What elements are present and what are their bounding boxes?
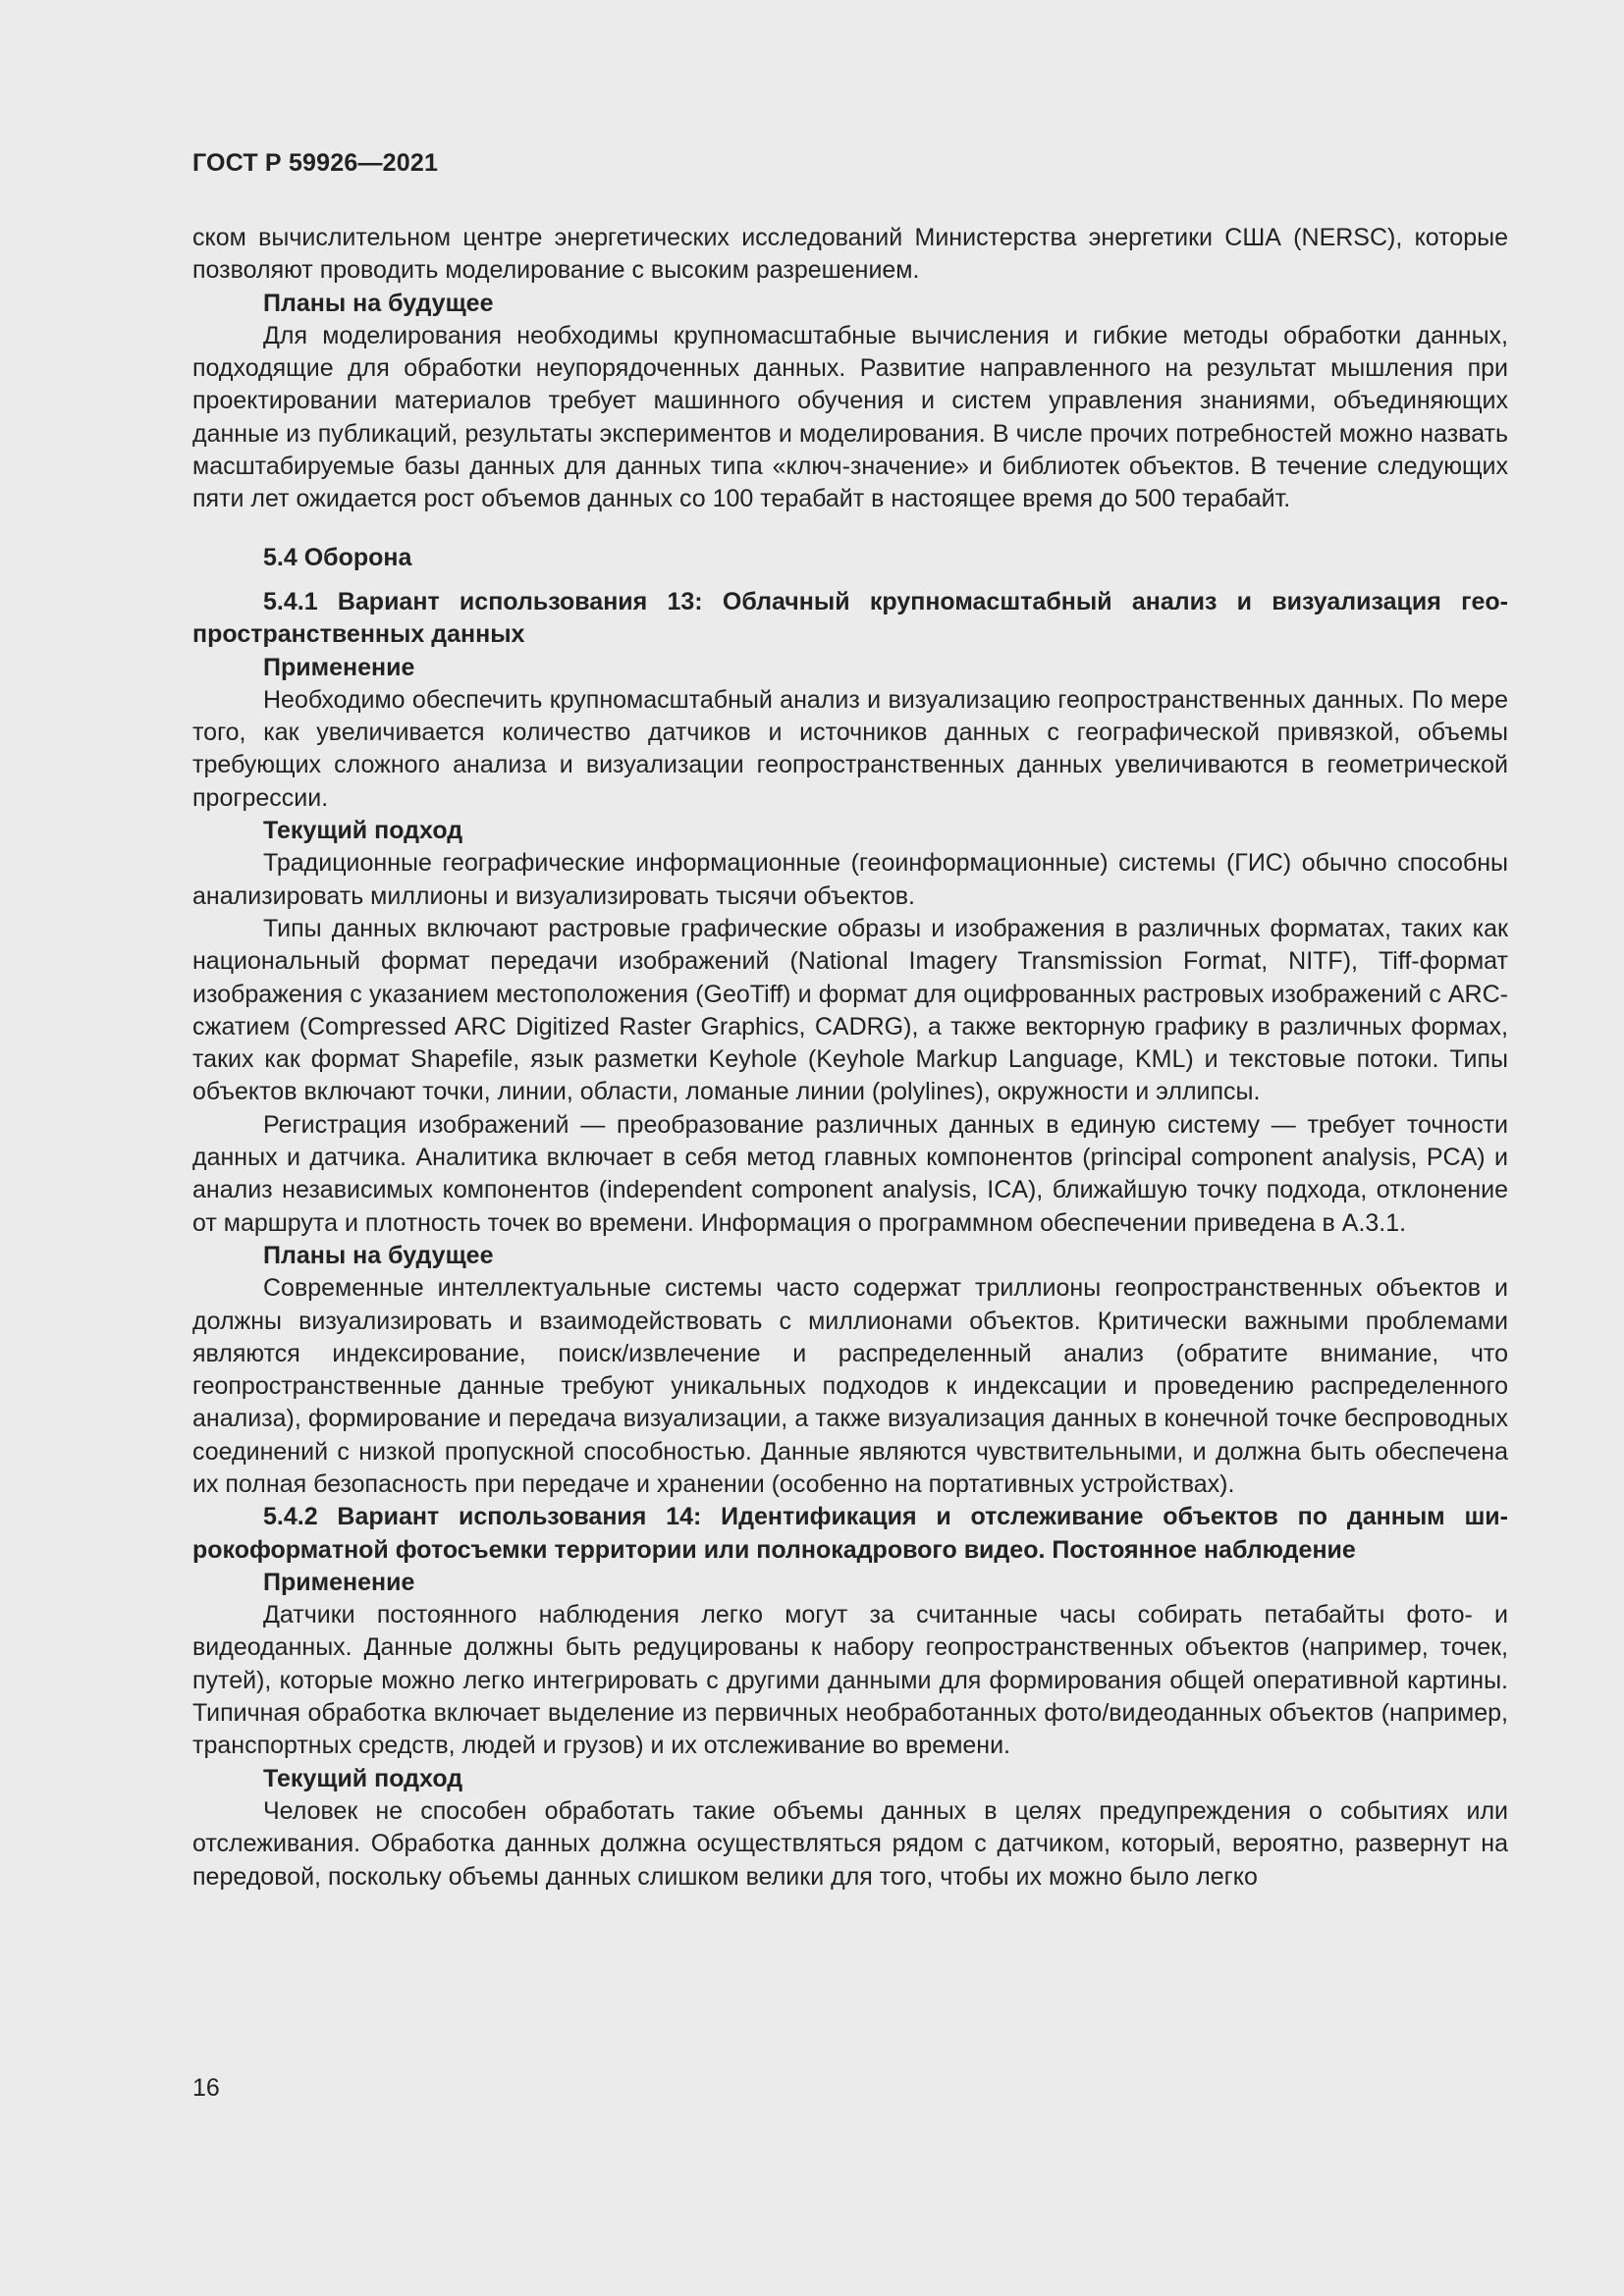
paragraph-continuation: ском вычислительном центре энергетических исследований Министерства энергетики США (NERSC), которые позволяют проводить моделирование с высоким разрешением.: [192, 224, 1508, 285]
paragraph-application-2: Датчики постоянного наблюдения легко могут за считанные часы собирать петабайты фото- и видеоданных. Данные должны быть редуцированы к набору геопространственных объектов (например, точек, путей), которые можно легко интегрировать с другими данными для формирования общей оперативной картины. Типичная обработка включает выделение из первичных необработанных фото/видеоданных объектов (например, транспортных средств, людей и грузов) и их отслеживание во времени.: [192, 1601, 1508, 1760]
document-header: ГОСТ Р 59926—2021: [192, 149, 439, 177]
section-heading-5-4-2: 5.4.2 Вариант использования 14: Идентификация и отслеживание объектов по данным широкоформатной фотосъемки территории или полнокадрового видео. Постоянное наблюдение: [192, 1503, 1508, 1564]
paragraph-future-plans-1: Для моделирования необходимы крупномасштабные вычисления и гибкие методы обработки данных, подходящие для обработки неупорядоченных данных. Развитие направленного на результат мышления при проектировании материалов требует машинного обучения и систем управления знаниями, объединяющих данные из публикаций, результаты экспериментов и моделирования. В числе прочих потребностей можно назвать масштабируемые базы данных для данных типа «ключ-значение» и библиотек объектов. В течение следующих пяти лет ожидается рост объемов данных со 100 терабайт в настоящее время до 500 терабайт.: [192, 321, 1508, 513]
subheading-current-approach-2: Текущий подход: [263, 1764, 463, 1792]
page-number: 16: [192, 2074, 220, 2102]
subheading-future-plans: Планы на будущее: [263, 289, 494, 317]
paragraph-current-approach-2: Человек не способен обработать такие объемы данных в целях предупреждения о событиях или отслеживания. Обработка данных должна осуществляться рядом с датчиком, который, вероятно, развернут на передовой, поскольку объемы данных слишком велики для того, чтобы их можно было легко: [192, 1796, 1508, 1891]
paragraph-current-approach-1a: Традиционные географические информационные (геоинформационные) системы (ГИС) обычно способны анализировать миллионы и визуализировать тысячи объектов.: [192, 849, 1508, 910]
section-heading-5-4-1: 5.4.1 Вариант использования 13: Облачный крупномасштабный анализ и визуализация геопространственных данных: [192, 587, 1508, 649]
document-page: [192, 0, 1508, 2296]
paragraph-application-1: Необходимо обеспечить крупномасштабный анализ и визуализацию геопространственных данных. По мере того, как увеличивается количество датчиков и источников данных с географической привязкой, объемы требующих сложного анализа и визуализации геопространственных данных увеличиваются в геометрической прогрессии.: [192, 685, 1508, 812]
paragraph-current-approach-1b: Типы данных включают растровые графические образы и изображения в различных форматах, таких как национальный формат передачи изображений (National Imagery Transmission Format, NITF), Tiff-формат изображения с указанием местоположения (GeoTiff) и формат для оцифрованных растровых изображений с ARC-сжатием (Compressed ARC Digitized Raster Graphics, CADRG), а также векторную графику в различных формах, таких как формат Shapefile, язык разметки Keyhole (Keyhole Markup Language, KML) и текстовые потоки. Типы объектов включают точки, линии, области, ломаные линии (polylines), окружности и эллипсы.: [192, 914, 1508, 1106]
subheading-application-2: Применение: [263, 1568, 415, 1596]
document-body: [192, 222, 1508, 1894]
subheading-current-approach-1: Текущий подход: [263, 817, 463, 845]
paragraph-future-plans-2: Современные интеллектуальные системы часто содержат триллионы геопространственных объектов и должны визуализировать и взаимодействовать с миллионами объектов. Критически важными проблемами являются индексирование, поиск/извлечение и распределенный анализ (обратите внимание, что геопространственные данные требуют уникальных подходов к индексации и проведению распределенного анализа), формирование и передача визуализации, а также визуализация данных в конечной точке беспроводных соединений с низкой пропускной способностью. Данные являются чувствительными, и должна быть обеспечена их полная безопасность при передаче и хранении (особенно на портативных устройствах).: [192, 1274, 1508, 1498]
subheading-future-plans-2: Планы на будущее: [263, 1241, 494, 1269]
paragraph-current-approach-1c: Регистрация изображений — преобразование различных данных в единую систему — требует точности данных и датчика. Аналитика включает в себя метод главных компонентов (principal component analysis, PCA) и анализ независимых компонентов (independent component analysis, ICA), ближайшую точку подхода, отклонение от маршрута и плотность точек во времени. Информация о программном обеспечении приведена в А.3.1.: [192, 1110, 1508, 1237]
section-heading-5-4: 5.4 Оборона: [263, 543, 412, 571]
subheading-application-1: Применение: [263, 653, 415, 681]
